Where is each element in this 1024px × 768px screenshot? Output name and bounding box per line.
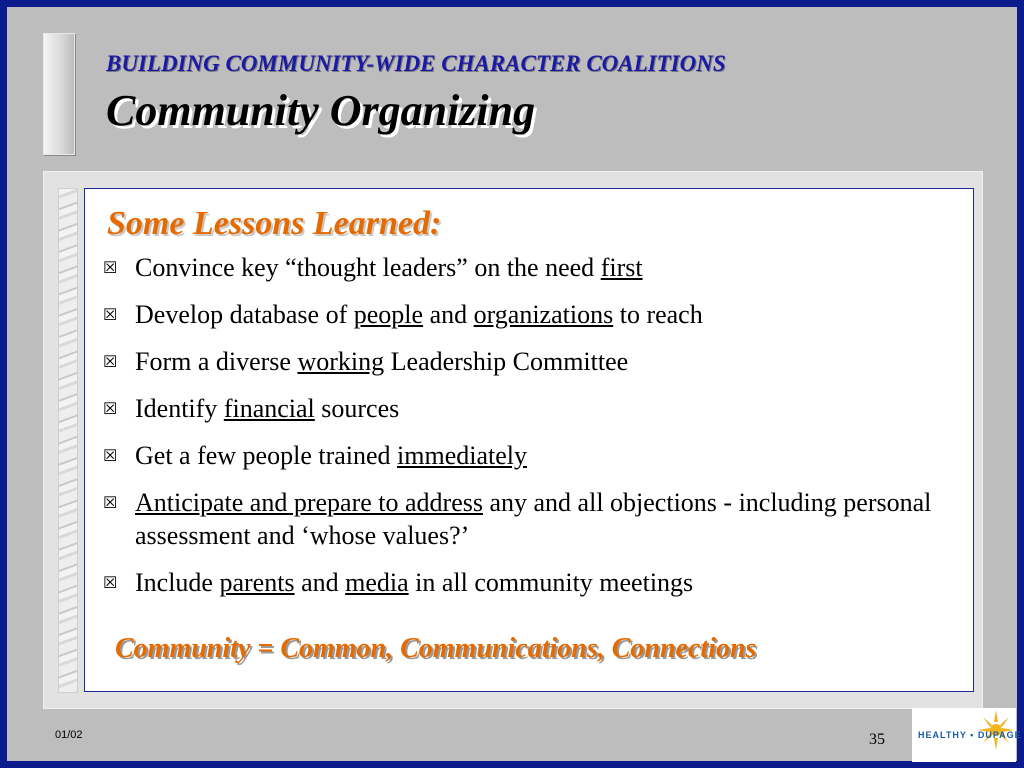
bullet-list — [99, 251, 959, 613]
underlined-text: parents — [219, 568, 295, 597]
bullet-item — [99, 298, 959, 331]
box-x-icon: ☒ — [103, 354, 118, 371]
bullet-text: Identify — [135, 394, 224, 423]
bullet-text: Form a diverse — [135, 347, 298, 376]
bullet-text: Include — [135, 568, 220, 597]
bullet-text: Leadership Committee — [384, 347, 629, 376]
bullet-text: and — [423, 300, 474, 329]
underlined-text: first — [600, 253, 643, 282]
box-x-icon: ☒ — [103, 575, 118, 592]
bullet-item — [99, 345, 959, 378]
underlined-text: immediately — [397, 441, 528, 470]
underlined-text: Anticipate and prepare to address — [135, 488, 483, 517]
underlined-text: organizations — [473, 300, 614, 329]
bullet-text: any and all objections - including personal assessment and ‘whose values?’ — [135, 488, 932, 550]
slide — [7, 7, 1022, 761]
tagline: Community = Common, Communications, Connections — [115, 633, 757, 664]
box-x-icon: ☒ — [103, 495, 118, 512]
box-x-icon: ☒ — [103, 401, 118, 418]
underlined-text: people — [353, 300, 424, 329]
page-number: 35 — [869, 731, 885, 748]
bullet-text: and — [294, 568, 346, 597]
healthy-dupage-logo — [912, 708, 1022, 762]
bullet-text: to reach — [613, 300, 703, 329]
slide-date: 01/02 — [55, 729, 83, 741]
bullet-text: Convince key “thought leaders” on the need — [135, 253, 601, 282]
box-x-icon: ☒ — [103, 448, 118, 465]
slide-title: Community Organizing — [106, 86, 536, 135]
bullet-text: sources — [314, 394, 400, 423]
bullet-text: in all community meetings — [408, 568, 694, 597]
title-accent-bar — [43, 33, 75, 155]
marble-strip — [58, 188, 78, 693]
underlined-text: financial — [223, 394, 315, 423]
bullet-item — [99, 251, 959, 284]
underlined-text: working — [297, 347, 385, 376]
underlined-text: media — [345, 568, 409, 597]
content-box — [84, 188, 974, 692]
bullet-item — [99, 486, 959, 552]
bullet-text: Get a few people trained — [135, 441, 398, 470]
bullet-text: Develop database of — [135, 300, 354, 329]
section-heading: Some Lessons Learned: — [107, 205, 442, 242]
logo-text: HEALTHY • DUPAGE — [918, 730, 1022, 740]
box-x-icon: ☒ — [103, 307, 118, 324]
bullet-item — [99, 392, 959, 425]
bullet-item — [99, 566, 959, 599]
slide-supertitle: BUILDING COMMUNITY-WIDE CHARACTER COALITIONS — [106, 51, 726, 76]
box-x-icon: ☒ — [103, 260, 118, 277]
bullet-item — [99, 439, 959, 472]
